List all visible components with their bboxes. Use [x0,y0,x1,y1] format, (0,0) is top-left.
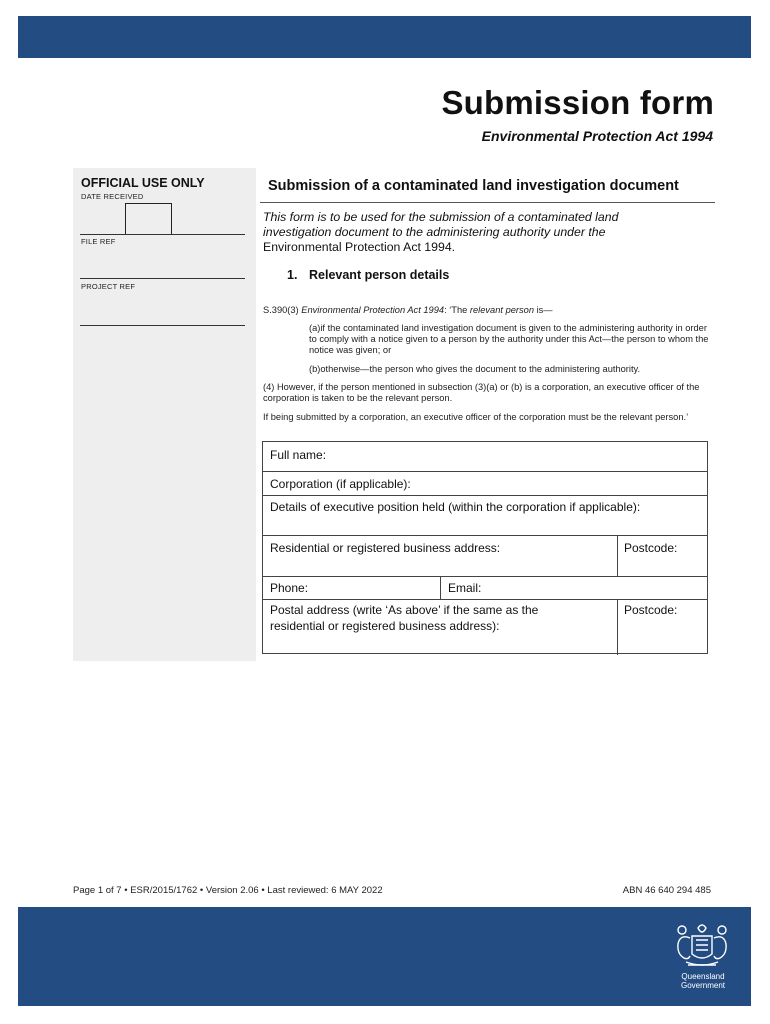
page-title: Submission form [441,84,714,121]
file-ref-label: FILE REF [81,237,116,246]
footer-abn: ABN 46 640 294 485 [622,885,711,896]
legal-item-a: (a)if the contaminated land investigation document is given to the administering authority in order to comply with a notice given to a person by the authority under this Act—the person to whom the notice was given; or [309,323,709,355]
full-name-label: Full name: [270,448,327,462]
relevant-person-heading [287,268,449,282]
corporation-label: Corporation (if applicable): [270,477,411,491]
date-received-box[interactable] [125,203,172,235]
postal-address-label: Postal address (write ‘As above’ if the same as the residential or registered business address): [270,603,539,633]
logo-line-2: Government [680,981,726,990]
s390-paragraph [263,305,703,316]
section-title: Submission of a contaminated land investigation document [268,178,679,194]
row-divider [263,599,707,600]
page-subtitle: Environmental Protection Act 1994 [481,128,713,144]
column-divider [617,599,618,655]
relevant-person-form [262,441,708,654]
s390-suffix: is— [534,305,553,315]
legal-para-4: (4) However, if the person mentioned in subsection (3)(a) or (b) is a corporation, an executive officer of the corporation is taken to be the relevant person. [263,382,700,403]
intro-plain: Environmental Protection Act 1994. [263,240,456,254]
row-divider [263,535,707,536]
executive-position-label: Details of executive position held (within the corporation if applicable): [270,500,641,514]
intro-italic: This form is to be used for the submission of a contaminated land investigation document to the administering authority under the [263,210,619,239]
column-divider [617,535,618,576]
legal-para-corporation: If being submitted by a corporation, an executive officer of the corporation must be the relevant person.’ [263,412,689,422]
heading-number: 1. [287,268,298,282]
heading-text: Relevant person details [309,268,450,282]
project-ref-label: PROJECT REF [81,282,136,291]
section-divider [260,202,715,203]
s390-term: relevant person [469,305,534,315]
footer-page-info: Page 1 of 7 • ESR/2015/1762 • Version 2.06 • Last reviewed: 6 MAY 2022 [73,885,383,896]
s390-prefix: S.390(3) [263,305,302,315]
intro-text [263,210,683,255]
date-received-label: DATE RECEIVED [81,192,144,201]
email-label: Email: [448,581,482,595]
official-use-heading: OFFICIAL USE ONLY [81,176,205,190]
date-received-line [80,234,245,235]
column-divider [440,576,441,599]
postcode-label: Postcode: [624,541,678,555]
row-divider [263,576,707,577]
file-ref-field[interactable] [80,278,245,279]
s390-mid: : ‘The [444,305,470,315]
header-banner [18,16,751,58]
s390-act: Environmental Protection Act 1994 [301,305,445,315]
legal-item-b: (b)otherwise—the person who gives the document to the administering authority. [309,364,641,374]
logo-line-1: Queensland [681,972,725,981]
row-divider [263,471,707,472]
phone-label: Phone: [270,581,309,595]
residential-address-label: Residential or registered business address: [270,541,501,555]
row-divider [263,495,707,496]
footer-banner [18,907,751,1006]
project-ref-field[interactable] [80,325,245,326]
postal-postcode-label: Postcode: [624,603,678,617]
